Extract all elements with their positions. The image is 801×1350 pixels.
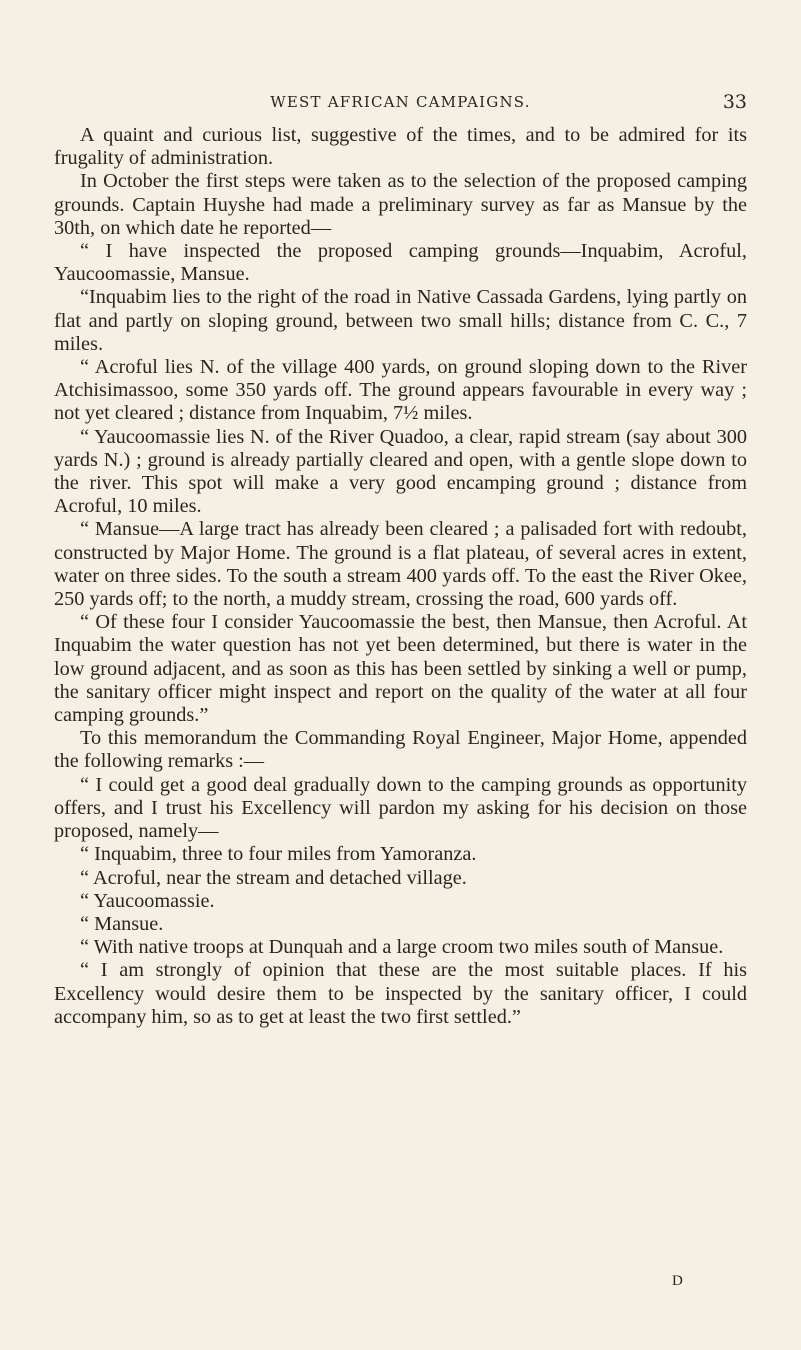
paragraph: “ Mansue.	[80, 912, 164, 935]
running-title: WEST AFRICAN CAMPAIGNS.	[270, 93, 531, 111]
paragraph: “ With native troops at Dunquah and a large croom two miles south of Mansue.	[80, 936, 724, 959]
running-head	[54, 93, 747, 117]
page-number: 33	[722, 91, 747, 113]
paragraph: In October the first steps were taken as to the selection of the proposed camping grounds. Captain Huyshe had made a preliminary survey as far as Mansue by the 30th, on which date he reported—	[54, 170, 747, 239]
paragraph: A quaint and curious list, suggestive of the times, and to be admired for its frugality of administration.	[54, 124, 747, 170]
paragraph: To this memorandum the Commanding Royal Engineer, Major Home, appended the following remarks :—	[54, 727, 747, 773]
paragraph: “ I could get a good deal gradually down to the camping grounds as opportunity offers, and I trust his Excellency will pardon my asking for his decision on those proposed, namely—	[54, 773, 747, 843]
body-text	[54, 124, 747, 1029]
paragraph: “ I am strongly of opinion that these are the most suitable places. If his Excellency would desire them to be inspected by the sanitary officer, I could accompany him, so as to get at least the two first settled.”	[54, 959, 747, 1028]
paragraph: “ Acroful, near the stream and detached village.	[80, 866, 467, 889]
paragraph: “ Of these four I consider Yaucoomassie the best, then Mansue, then Acroful. At Inquabim the water question has not yet been determined, but there is water in the low ground adjacent, and as soon as this has been settled by sinking a well or pump, the sanitary officer might inspect and report on the quality of the water at all four camping grounds.”	[54, 611, 747, 727]
signature-mark: D	[672, 1273, 683, 1289]
paragraph: “Inquabim lies to the right of the road in Native Cassada Gardens, lying partly on flat and partly on sloping ground, between two small hills; distance from C. C., 7 miles.	[54, 286, 747, 355]
paragraph: “ I have inspected the proposed camping grounds—Inquabim, Acroful, Yaucoomassie, Mansue.	[54, 240, 747, 286]
paragraph: “ Acroful lies N. of the village 400 yards, on ground sloping down to the River Atchisimassoo, some 350 yards off. The ground appears favourable in every way ; not yet cleared ; distance from Inquabim, 7½ miles.	[54, 356, 747, 425]
paragraph: “ Yaucoomassie lies N. of the River Quadoo, a clear, rapid stream (say about 300 yards N.) ; ground is already partially cleared and open, with a gentle slope down to the river. This spot will make a very good encamping ground ; distance from Acroful, 10 miles.	[54, 425, 747, 518]
paragraph: “ Mansue—A large tract has already been cleared ; a palisaded fort with redoubt, constructed by Major Home. The ground is a flat plateau, of several acres in extent, water on three sides. To the south a stream 400 yards off. To the east the River Okee, 250 yards off; to the north, a muddy stream, crossing the road, 600 yards off.	[54, 518, 747, 611]
paragraph: “ Inquabim, three to four miles from Yamoranza.	[80, 843, 477, 866]
paragraph: “ Yaucoomassie.	[80, 889, 215, 912]
